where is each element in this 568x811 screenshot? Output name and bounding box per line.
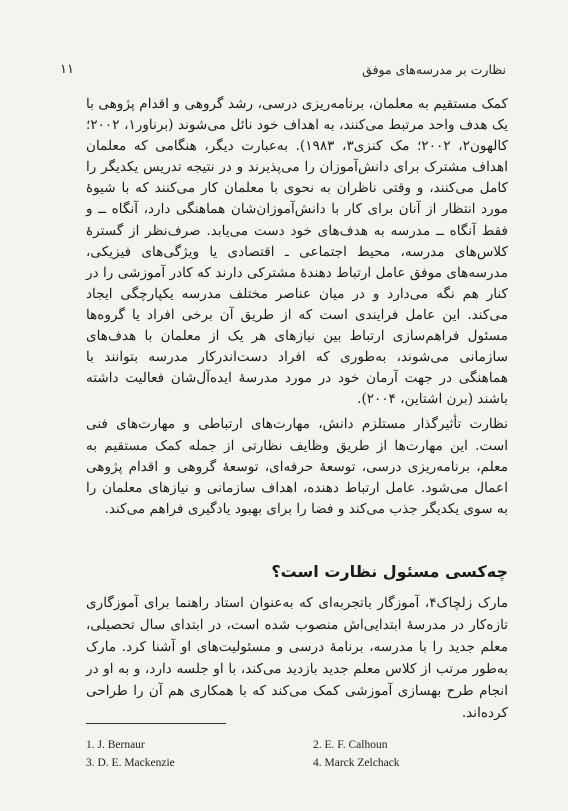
main-body: [86, 94, 508, 520]
paragraph-2: نظارت تأثیرگذار مستلزم دانش، مهارت‌های ارتباطی و مهارت‌های فنی است. این مهارت‌ها از طریق وظایف نظارتی از جمله کمک مستقیم به معلم، برنامه‌ریزی درسی، توسعهٔ حرفه‌ای، توسعهٔ گروهی و اقدام پژوهی اعمال می‌شود. عامل ارتباط دهنده، اهداف سازمانی و نیازهای معلمان را به سوی یکدیگر جذب می‌کند و فضا را برای بهبود یادگیری فراهم می‌کند.: [86, 416, 508, 517]
section-paragraph: مارک زلچاک۴، آموزگار باتجربه‌ای که به‌عنوان استاد راهنما برای آموزگاری تازه‌کار در مدرسهٔ ابتدایی‌اش منصوب شده است، در ابتدای سال تحصیلی، معلم جدید را با مدرسه، برنامهٔ درسی و مسئولیت‌های او آشنا کرد. مارک به‌طور مرتب از کلاس معلم جدید بازدید می‌کند، با او جلسه دارد، و به او در انجام طرح بهسازی آموزشی کمک می‌کند که با همکاری هم آن را طراحی کرده‌اند.: [86, 595, 508, 721]
footnote-divider: [86, 723, 226, 724]
footnote-4: 4. Marck Zelchack: [313, 757, 400, 769]
section-heading: چه‌کسی مسئول نظارت است؟: [271, 562, 508, 581]
page-number: ۱۱: [60, 62, 74, 77]
footnote-2: 2. E. F. Calhoun: [313, 739, 388, 751]
paragraph-1: کمک مستقیم به معلمان، برنامه‌ریزی درسی، رشد گروهی و اقدام پژوهی با یک هدف واحد مرتبط می‌کنند، به اهداف خود نائل می‌شوند (برناور۱، ۲۰۰۲؛ کالهون۲، ۲۰۰۲؛ مک کنزی۳، ۱۹۸۳). به‌عبارت دیگر، هنگامی که معلمان اهداف مشترک برای دانش‌آموزان را می‌پذیرند و در نتیجه تدریس یکدیگر را کامل می‌کنند، و وقتی ناظران به نحوی با معلمان کار می‌کنند که با شیوهٔ مورد انتظار از آنان برای کار با دانش‌آموزان‌شان هماهنگی دارد، آنگاه ــ و فقط آنگاه ــ مدرسه به هدف‌های خود دست می‌یابد. صرف‌نظر از گسترهٔ کلاس‌های مدرسه، محیط اجتماعی ـ اقتصادی یا ویژگی‌های فیزیکی، مدرسه‌های موفق عامل ارتباط دهندهٔ مشترکی دارند که کادر آموزشی را در کنار هم نگه می‌دارد و در میان عناصر مختلف مدرسه یکپارچگی ایجاد می‌کند. این عامل فرایندی است که از طریق آن برخی افراد یا گروه‌ها مسئول فراهم‌سازی ارتباط بین نیازهای هر یک از معلمان با هدف‌های سازمانی می‌شوند، به‌طوری که افراد دست‌اندرکار مدرسه بتوانند با هماهنگی در جهت آرمان خود در مورد مدرسهٔ ایده‌آل‌شان فعالیت داشته باشند (برن اشتاین، ۲۰۰۴).: [86, 96, 508, 408]
footnote-1: 1. J. Bernaur: [86, 739, 145, 751]
running-title: نظارت بر مدرسه‌های موفق: [362, 62, 506, 77]
footnote-3: 3. D. E. Mackenzie: [86, 757, 175, 769]
